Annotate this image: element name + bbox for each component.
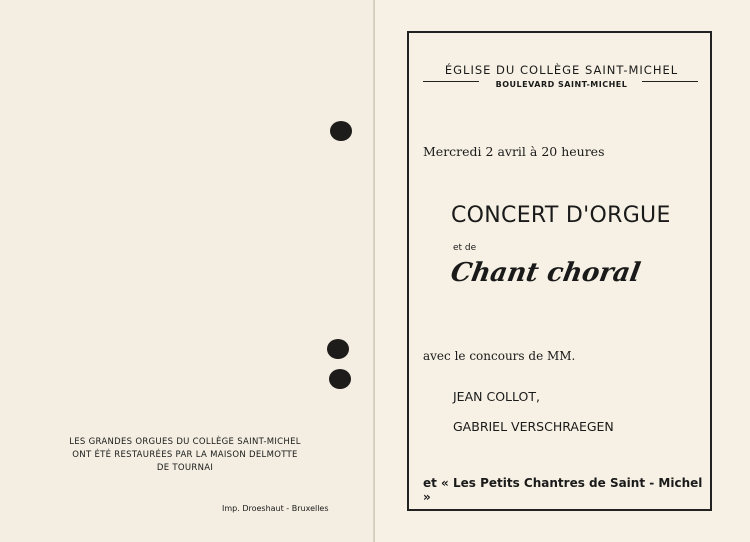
with-text: avec le concours de MM. [423, 349, 576, 363]
left-page [0, 0, 374, 542]
program-frame [407, 31, 712, 511]
restoration-note-line-1: LES GRANDES ORGUES DU COLLÈGE SAINT-MICHEL [69, 437, 301, 447]
performer-1: JEAN COLLOT, [453, 389, 540, 404]
concert-date: Mercredi 2 avril à 20 heures [423, 144, 605, 159]
printer-credit: Imp. Droeshaut - Bruxelles [222, 504, 329, 513]
punch-hole-left-bottom [329, 369, 351, 389]
restoration-note [40, 436, 330, 475]
restoration-note-line-3: DE TOURNAI [156, 463, 214, 473]
performer-2: GABRIEL VERSCHRAEGEN [453, 419, 614, 434]
choir-credit: et « Les Petits Chantres de Saint - Michel » [423, 476, 703, 504]
punch-hole-left-middle [327, 339, 349, 359]
header-rule-right [642, 81, 698, 82]
title-conjunction: et de [453, 243, 477, 253]
concert-title: CONCERT D'ORGUE [451, 203, 671, 228]
church-name: ÉGLISE DU COLLÈGE SAINT-MICHEL [444, 63, 679, 77]
church-address: BOULEVARD SAINT-MICHEL [495, 80, 628, 89]
restoration-note-line-2: ONT ÉTÉ RESTAURÉES PAR LA MAISON DELMOTTE [72, 450, 298, 460]
punch-hole-left-top [330, 121, 352, 141]
concert-subtitle: Chant choral [448, 258, 643, 288]
